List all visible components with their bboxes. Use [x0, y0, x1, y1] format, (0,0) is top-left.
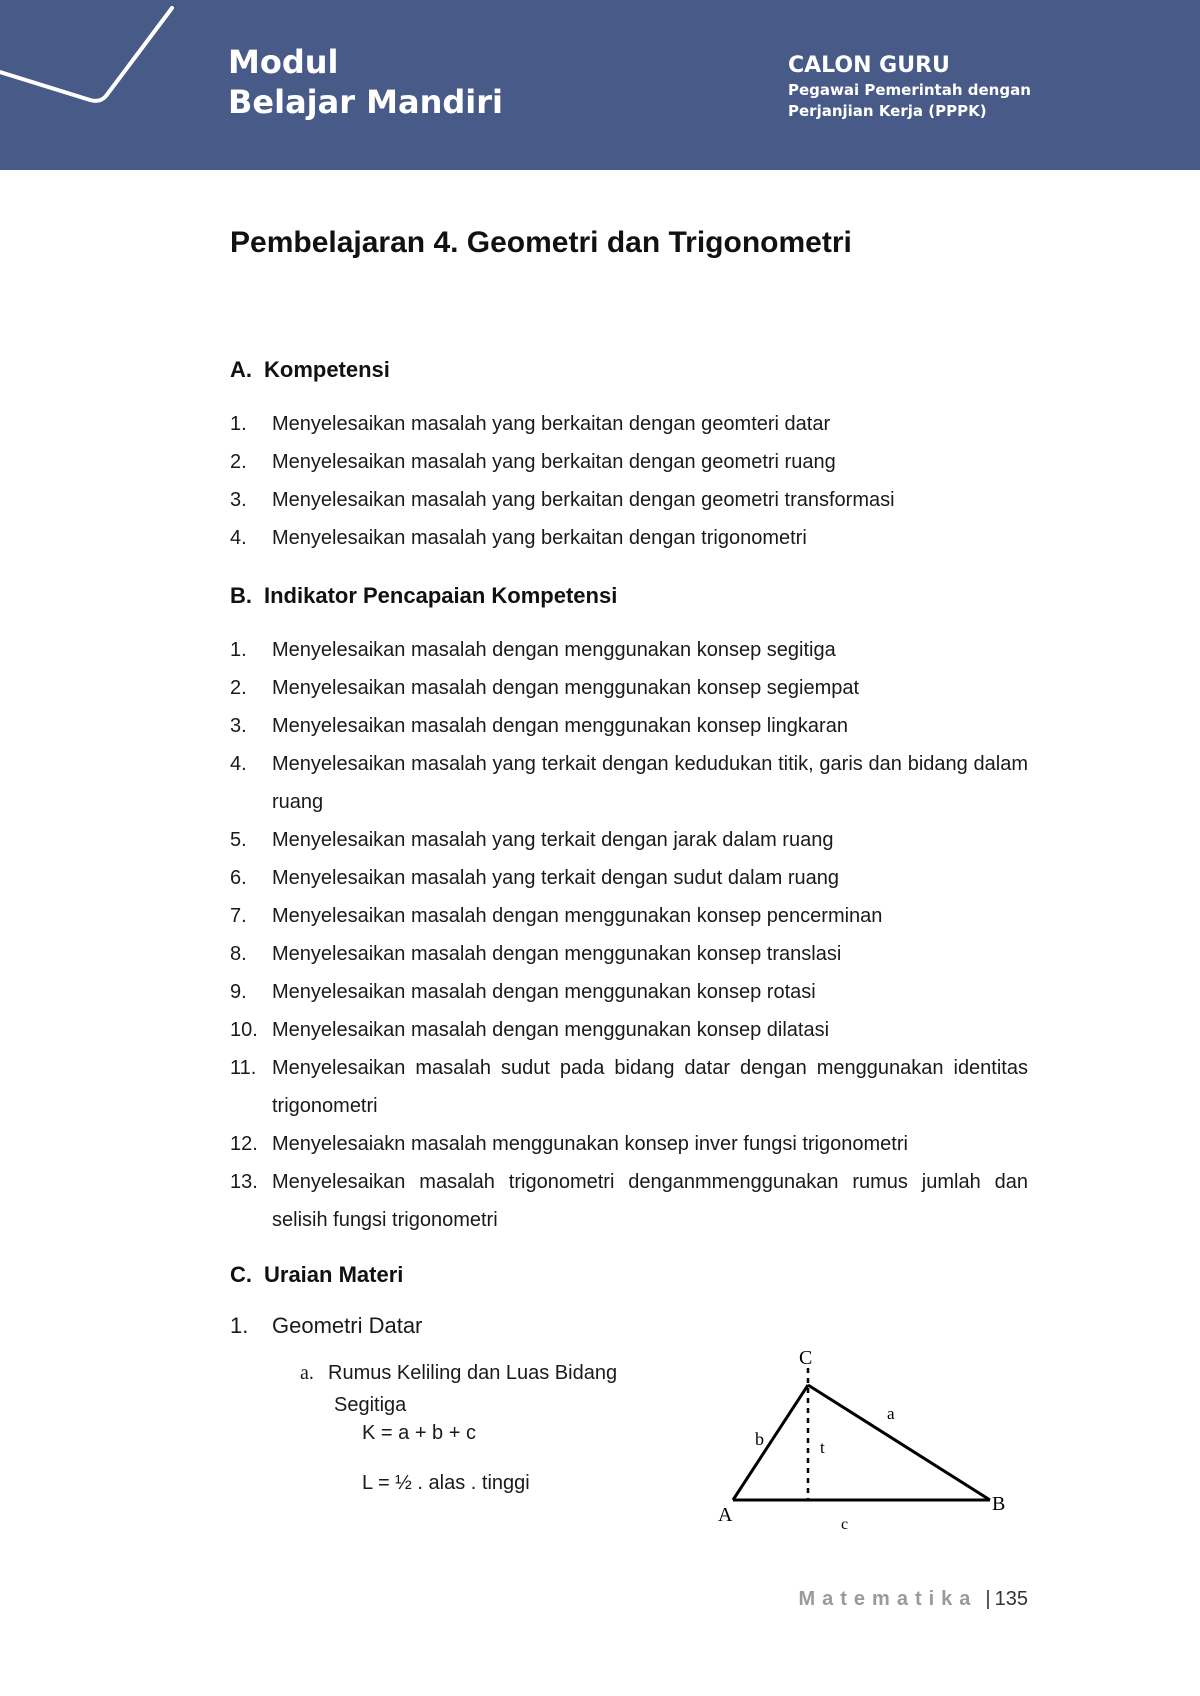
indicator-item [230, 897, 1028, 935]
list-item-number: 9. [230, 981, 247, 1003]
vertex-c-label: C [799, 1347, 813, 1369]
list-item-number: 8. [230, 943, 247, 965]
competency-list [230, 405, 1028, 557]
indicator-item [230, 1163, 1028, 1239]
side-a-label: a [887, 1404, 895, 1423]
subtopic-title-line1: Rumus Keliling dan Luas Bidang [328, 1362, 618, 1384]
list-item-text: Menyelesaikan masalah trigonometri denganmmenggunakan rumus jumlah dan selisih fungsi trigonometri [272, 1171, 1028, 1231]
topic-title: Geometri Datar [272, 1313, 423, 1338]
module-title-line2: Belajar Mandiri [228, 83, 503, 121]
list-item-text: Menyelesaikan masalah dengan menggunakan konsep dilatasi [272, 1019, 830, 1041]
section-b-letter: B. [230, 583, 252, 608]
list-item-number: 1. [230, 639, 247, 661]
page-number: 135 [994, 1588, 1028, 1610]
list-item-text: Menyelesaikan masalah dengan menggunakan konsep pencerminan [272, 905, 883, 927]
vertex-a-label: A [718, 1504, 733, 1526]
competency-item [230, 405, 1028, 443]
section-c-heading [230, 1262, 403, 1288]
module-title-line1: Modul [228, 43, 339, 81]
subtopic-title-line2: Segitiga [334, 1394, 407, 1416]
subtopic [300, 1357, 617, 1421]
indicator-item [230, 973, 1028, 1011]
page-title: Pembelajaran 4. Geometri dan Trigonometri [230, 226, 852, 259]
list-item-number: 10. [230, 1019, 258, 1041]
page-footer [798, 1588, 1028, 1611]
subtopic-letter: a. [300, 1362, 314, 1384]
vertex-b-label: B [992, 1493, 1006, 1515]
competency-item [230, 443, 1028, 481]
list-item-text: Menyelesaikan masalah yang berkaitan dengan geomteri datar [272, 413, 831, 435]
indicator-item [230, 745, 1028, 821]
list-item-text: Menyelesaikan masalah yang berkaitan dengan geometri transformasi [272, 489, 895, 511]
indicator-item [230, 935, 1028, 973]
indicator-item [230, 669, 1028, 707]
side-b-label: b [755, 1429, 764, 1449]
list-item-text: Menyelesaikan masalah dengan menggunakan konsep translasi [272, 943, 842, 965]
list-item-number: 11. [230, 1057, 257, 1079]
section-c-title: Uraian Materi [264, 1262, 404, 1287]
indicator-item [230, 1011, 1028, 1049]
header-banner [0, 0, 1200, 170]
height-label: t [820, 1438, 825, 1457]
triangle-diagram [700, 1340, 1020, 1540]
competency-item [230, 519, 1028, 557]
list-item-text: Menyelesaikan masalah dengan menggunakan konsep segiempat [272, 677, 860, 699]
side-a-line [808, 1385, 990, 1500]
section-a-letter: A. [230, 357, 252, 382]
audience-role: CALON GURU [788, 53, 950, 78]
indicator-item [230, 707, 1028, 745]
section-a-title: Kompetensi [264, 357, 390, 382]
list-item-number: 4. [230, 527, 247, 549]
section-c-letter: C. [230, 1262, 252, 1287]
list-item-number: 4. [230, 753, 247, 775]
indicator-list [230, 631, 1028, 1239]
list-item-number: 1. [230, 413, 247, 435]
list-item-text: Menyelesaikan masalah sudut pada bidang datar dengan menggunakan identitas trigonometri [272, 1057, 1028, 1117]
list-item-text: Menyelesaikan masalah yang terkait dengan jarak dalam ruang [272, 829, 834, 851]
list-item-number: 12. [230, 1133, 258, 1155]
topic-heading [230, 1313, 422, 1339]
list-item-number: 5. [230, 829, 247, 851]
indicator-item [230, 631, 1028, 669]
decorative-line-icon [0, 0, 200, 170]
side-b-line [733, 1385, 808, 1500]
list-item-text: Menyelesaikan masalah yang terkait dengan sudut dalam ruang [272, 867, 840, 889]
indicator-item [230, 821, 1028, 859]
indicator-item [230, 1049, 1028, 1125]
list-item-number: 2. [230, 677, 247, 699]
list-item-number: 7. [230, 905, 247, 927]
list-item-number: 6. [230, 867, 247, 889]
topic-number: 1. [230, 1313, 249, 1338]
audience-label [788, 52, 1031, 122]
list-item-text: Menyelesaikan masalah dengan menggunakan konsep segitiga [272, 639, 836, 661]
section-b-title: Indikator Pencapaian Kompetensi [264, 583, 618, 608]
audience-sub-line2: Perjanjian Kerja (PPPK) [788, 102, 987, 120]
footer-subject: Matematika [798, 1588, 978, 1610]
section-b-heading [230, 583, 617, 609]
competency-item [230, 481, 1028, 519]
list-item-number: 2. [230, 451, 247, 473]
indicator-item [230, 1125, 1028, 1163]
list-item-text: Menyelesaikan masalah dengan menggunakan konsep rotasi [272, 981, 816, 1003]
indicator-item [230, 859, 1028, 897]
audience-sub-line1: Pegawai Pemerintah dengan [788, 81, 1031, 99]
list-item-text: Menyelesaikan masalah yang berkaitan dengan geometri ruang [272, 451, 836, 473]
list-item-text: Menyelesaikan masalah yang terkait dengan kedudukan titik, garis dan bidang dalam ruang [272, 753, 1028, 813]
module-title [228, 42, 503, 122]
footer-separator: | [985, 1588, 991, 1610]
side-c-label: c [841, 1516, 849, 1533]
list-item-number: 3. [230, 489, 247, 511]
list-item-text: Menyelesaiakn masalah menggunakan konsep inver fungsi trigonometri [272, 1133, 908, 1155]
list-item-text: Menyelesaikan masalah yang berkaitan dengan trigonometri [272, 527, 807, 549]
area-formula: L = ½ . alas . tinggi [362, 1472, 530, 1494]
perimeter-formula: K = a + b + c [362, 1422, 476, 1444]
section-a-heading [230, 357, 390, 383]
list-item-text: Menyelesaikan masalah dengan menggunakan konsep lingkaran [272, 715, 848, 737]
list-item-number: 3. [230, 715, 247, 737]
list-item-number: 13. [230, 1171, 258, 1193]
